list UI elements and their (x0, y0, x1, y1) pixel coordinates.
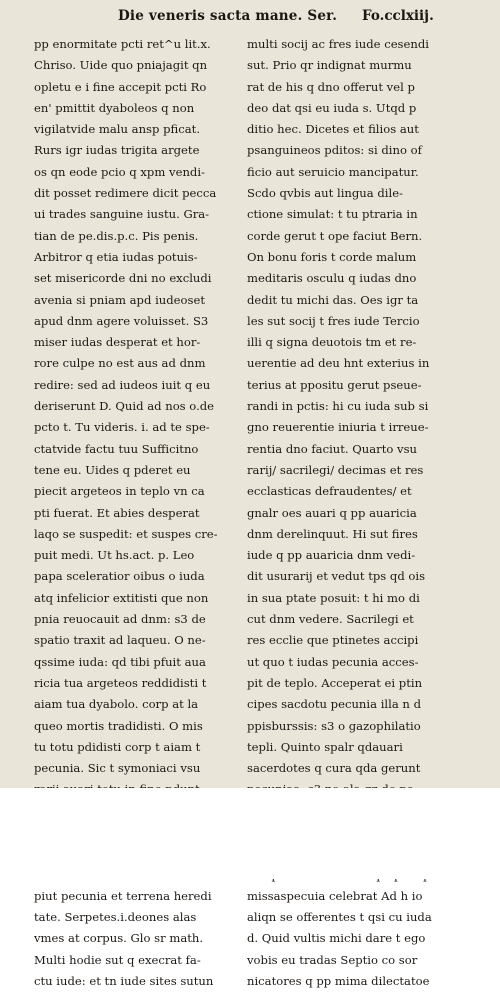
text-line: nicatores q pp mima dilectatoe (247, 974, 430, 989)
text-line: tu totu pdidisti corp t aiam t (34, 739, 201, 754)
text-line: meditaris osculu q iudas dno (247, 271, 417, 286)
running-head (0, 8, 500, 26)
text-line: apud dnm agere voluisset. S3 (34, 313, 209, 328)
text-line: ut quo t iudas pecunia acces- (247, 654, 419, 669)
text-line: Multi hodie sut q execrat fa- (34, 952, 201, 967)
text-line: dnm derelinquut. Hi sut fires (247, 526, 418, 541)
text-line: ctatvide factu tuu Sufficitno (34, 441, 199, 456)
text-line: atq infelicior extitisti que non (34, 590, 209, 605)
text-line: puit medi. Ut hs.act. p. Leo (34, 548, 195, 563)
text-line: vmes at corpus. Glo sr math. (34, 931, 204, 946)
text-line: pcto t. Tu videris. i. ad te spe- (34, 420, 210, 435)
text-line: os qn eode pcio q xpm vendi- (34, 164, 205, 179)
text-line: terius at ppositu gerut pseue- (247, 377, 422, 392)
text-line: iude q pp auaricia dnm vedi- (247, 548, 416, 563)
text-line: deo dat qsi eu iuda s. Utqd p (247, 100, 417, 115)
text-line: avenia si pniam apd iudeoset (34, 292, 205, 307)
text-line: rarij/ sacrilegi/ decimas et res (247, 462, 424, 477)
text-line: Arbitror q etia iudas potuis- (34, 249, 198, 264)
text-line: papa sceleratior oibus o iuda (34, 569, 205, 584)
text-line: On bonu foris t corde malum (247, 249, 417, 264)
text-line: piecit argeteos in teplo vn ca (34, 484, 205, 499)
text-line: opletu e i fine accepit pcti Ro (34, 79, 207, 94)
text-line: pnia reuocauit ad dnm: s3 de (34, 612, 206, 627)
text-line: en' pmittit dyaboleos q non (34, 100, 195, 115)
text-line: tepli. Quinto spalr qdauari (247, 739, 403, 754)
folio-number: Fo.cclxiij. (362, 8, 434, 24)
text-line: in sua ptate posuit: t hi mo di (247, 590, 420, 605)
text-line: sacerdotes q cura qda gerunt (247, 761, 421, 776)
text-line: miser iudas desperat et hor- (34, 335, 201, 350)
text-line: tate. Serpetes.i.deones alas (34, 910, 197, 925)
text-line: gnalr oes auari q pp auaricia (247, 505, 417, 520)
text-line: d. Quid vultis michi dare t ego (247, 931, 426, 946)
text-line: psanguineos pditos: si dino of (247, 143, 422, 158)
text-line: uerentie ad deu hnt exterius in (247, 356, 430, 371)
text-line: rat de his q dno offerut vel p (247, 79, 415, 94)
text-line: ctu iude: et tn iude sites sutun (34, 974, 214, 989)
text-line: tene eu. Uides q pderet eu (34, 462, 191, 477)
running-head-title: Die veneris sacta mane. Ser. (118, 8, 338, 24)
text-line: laqo se suspedit: et suspes cre- (34, 526, 218, 541)
text-line: Chriso. Uide quo pniajagit qn (34, 58, 208, 73)
text-line: qssime iuda: qd tibi pfuit aua (34, 654, 206, 669)
text-line: cipes sacdotu pecunia illa n d (247, 697, 421, 712)
text-line: dedit tu michi das. Oes igr ta (247, 292, 419, 307)
text-line: rentia dno faciut. Quarto vsu (247, 441, 418, 456)
text-line: multi socij ac fres iude cesendi (247, 37, 429, 51)
text-line: Rurs igr iudas trigita argete (34, 143, 200, 158)
text-line: ctione simulat: t tu ptraria in (247, 207, 418, 222)
text-line: sut. Prio qr indignat murmu (247, 58, 412, 73)
text-line: dit posset redimere dicit pecca (34, 186, 217, 201)
text-line: Scdo qvbis aut lingua dile- (247, 186, 403, 201)
text-line: ui trades sanguine iustu. Gra- (34, 207, 210, 222)
text-line: pecunia. Sic t symoniaci vsu (34, 761, 201, 776)
text-line: vigilatvide malu ansp pficat. (34, 122, 200, 137)
text-line: ricia tua argeteos reddidisti t (34, 675, 207, 690)
text-line: pit de teplo. Acceperat ei ptin (247, 675, 423, 690)
text-line: cut dnm vedere. Sacrilegi et (247, 612, 414, 627)
text-line: rore culpe no est aus ad dnm (34, 356, 206, 371)
text-line: aliqn se offerentes t qsi cu iuda (247, 910, 432, 925)
page-bottom-margin (0, 788, 500, 879)
text-line: missaspecuia celebrat Ad h io (247, 888, 423, 903)
text-line: res ecclie que ptinetes accipi (247, 633, 419, 648)
text-line: corde gerut t ope faciut Bern. (247, 228, 423, 243)
text-line: illi q signa deuotois tm et re- (247, 335, 417, 350)
text-line: pti fuerat. Et abies desperat (34, 505, 200, 520)
text-line: ficio aut seruicio mancipatur. (247, 164, 419, 179)
text-line: aiam tua dyabolo. corp at la (34, 697, 199, 712)
text-line: randi in pctis: hi cu iuda sub si (247, 399, 429, 414)
text-line: queo mortis tradidisti. O mis (34, 718, 203, 733)
text-line: set misericorde dni no excludi (34, 271, 212, 286)
text-line: tian de pe.dis.p.c. Pis penis. (34, 228, 199, 243)
text-line: les sut socij t fres iude Tercio (247, 313, 420, 328)
text-line: gno reuerentie iniuria t irreue- (247, 420, 429, 435)
text-line: ecclasticas defraudentes/ et (247, 484, 412, 499)
text-line: deriserunt D. Quid ad nos o.de (34, 399, 215, 414)
text-line: redire: sed ad iudeos iuit q eu (34, 377, 211, 392)
text-line: piut pecunia et terrena heredi (34, 888, 212, 903)
text-line: ppisburssis: s3 o gazophilatio (247, 718, 421, 733)
text-line: ditio hec. Dicetes et filios aut (247, 122, 419, 137)
text-line: pp enormitate pcti ret^u lit.x. (34, 37, 211, 51)
text-line: dit usurarij et vedut tps qd ois (247, 569, 426, 584)
text-line: spatio traxit ad laqueu. O ne- (34, 633, 206, 648)
text-line: vobis eu tradas Septio co sor (247, 952, 418, 967)
